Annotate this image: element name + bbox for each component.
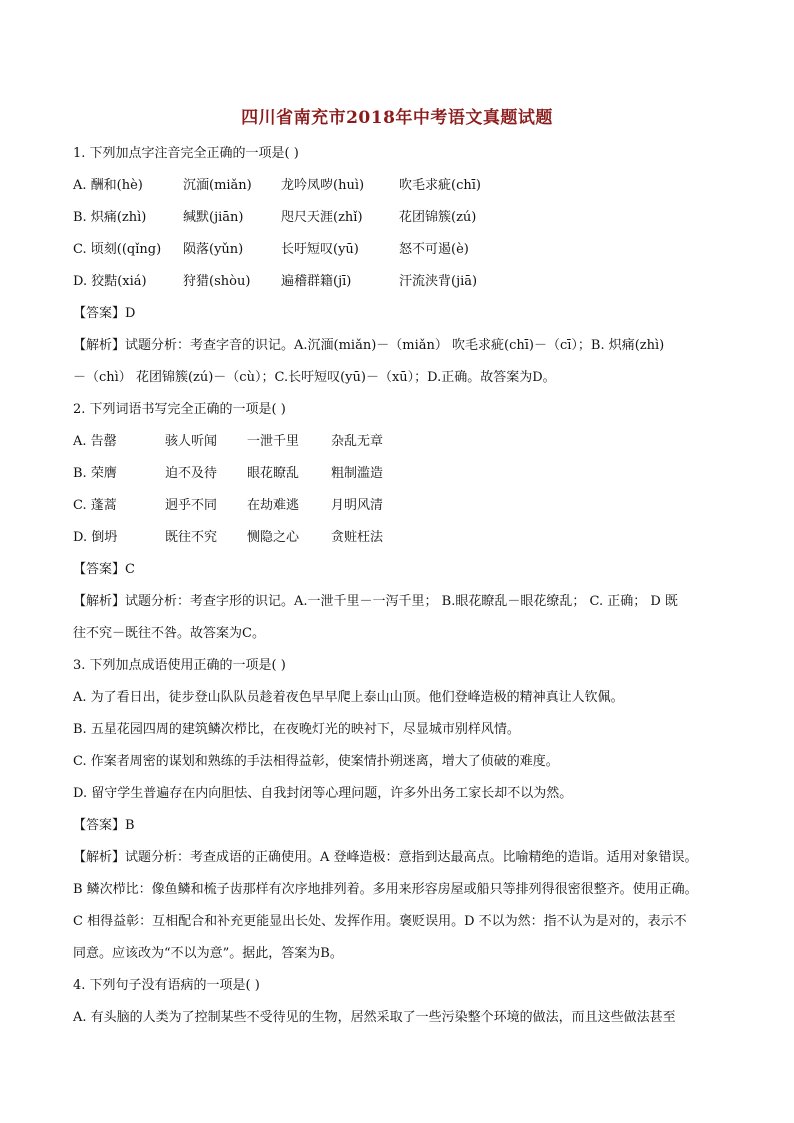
q2-analysis: 【解析】试题分析：考查字形的识记。A.一泄千里－一泻千里； B.眼花瞭乱－眼花缭乱； C. 正确； D 既 — [73, 594, 678, 609]
q1-option-cell: 狩猎(shòu) — [183, 274, 251, 289]
q2-analysis: 往不究－既往不咎。故答案为C。 — [73, 626, 265, 641]
q3-option: C. 作案者周密的谋划和熟练的手法相得益彰，使案情扑朔迷离，增大了侦破的难度。 — [73, 754, 559, 769]
q2-option-cell: 月明风清 — [331, 498, 384, 513]
q1-option-cell: 吹毛求疵(chī) — [399, 178, 481, 193]
q2-option-cell: B. 荣膺 — [73, 466, 117, 481]
q1-option-cell: B. 炽痛(zhì) — [73, 210, 147, 225]
q2-option-cell: 恻隐之心 — [247, 530, 300, 545]
q4-option: A. 有头脑的人类为了控制某些不受待见的生物，居然采取了一些污染整个环境的做法，而且这些做法甚至 — [73, 1010, 676, 1025]
q1-option-cell: 遍稽群籍(jī) — [281, 274, 352, 289]
q1-analysis: 【解析】试题分析：考查字音的识记。A.沉湎(miǎn)－（miǎn） 吹毛求疵(chī)－（cī）；B. 炽痛(zhì) — [73, 338, 665, 353]
q2-option-cell: C. 蓬蒿 — [73, 498, 117, 513]
q1-option-row — [73, 209, 519, 227]
q2-option-cell: 骇人听闻 — [165, 434, 218, 449]
q3-option: D. 留守学生普遍存在内向胆怯、自我封闭等心理问题，许多外出务工家长却不以为然。 — [73, 786, 573, 801]
q1-option-cell: 缄默(jiān) — [183, 210, 244, 225]
question-3-stem: 3. 下列加点成语使用正确的一项是( ) — [73, 658, 286, 673]
q2-option-row — [73, 465, 441, 483]
q2-option-cell: 贪赃枉法 — [331, 530, 384, 545]
q2-option-cell: 眼花瞭乱 — [247, 466, 300, 481]
q1-option-cell: 沉湎(miǎn) — [183, 178, 252, 193]
q1-option-cell: C. 顷刻((qǐng) — [73, 242, 162, 257]
question-1-stem: 1. 下列加点字注音完全正确的一项是( ) — [73, 146, 299, 161]
q3-analysis: C 相得益彰：互相配合和补充更能显出长处、发挥作用。褒贬误用。D 不以为然：指不认为是对的，表示不 — [73, 914, 687, 929]
q3-option: A. 为了看日出，徒步登山队队员趁着夜色早早爬上泰山山顶。他们登峰造极的精神真让人钦佩。 — [73, 690, 624, 705]
q3-analysis: 同意。应该改为“不以为意”。据此，答案为B。 — [73, 946, 343, 961]
q1-option-row — [73, 241, 519, 259]
question-4-stem: 4. 下列句子没有语病的一项是( ) — [73, 978, 260, 993]
question-2-stem: 2. 下列词语书写完全正确的一项是( ) — [73, 402, 286, 417]
q2-option-cell: A. 告罄 — [73, 434, 117, 449]
q1-option-cell: 咫尺天涯(zhǐ) — [281, 210, 363, 225]
q3-analysis: 【解析】试题分析：考查成语的正确使用。A 登峰造极：意指到达最高点。比喻精绝的造诣。适用对象错误。 — [73, 850, 698, 865]
q3-analysis: B 鳞次栉比：像鱼鳞和梳子齿那样有次序地排列着。多用来形容房屋或船只等排列得很密很整齐。使用正确。 — [73, 882, 698, 897]
q2-answer: 【答案】C — [73, 562, 135, 577]
q1-option-cell: D. 狡黠(xiá) — [73, 274, 147, 289]
q1-option-cell: 龙吟凤哕(huì) — [281, 178, 365, 193]
q2-option-cell: 一泄千里 — [247, 434, 300, 449]
document-title: 四川省南充市2018年中考语文真题试题 — [241, 108, 553, 128]
q1-option-row — [73, 273, 519, 291]
q2-option-row — [73, 497, 441, 515]
q1-option-cell: 长吁短叹(yū) — [281, 242, 359, 257]
q1-answer: 【答案】D — [73, 306, 136, 321]
q2-option-cell: D. 倒坍 — [73, 530, 118, 545]
q1-option-cell: A. 酬和(hè) — [73, 178, 143, 193]
q3-option: B. 五星花园四周的建筑鳞次栉比，在夜晚灯光的映衬下，尽显城市别样风情。 — [73, 722, 520, 737]
q2-option-cell: 在劫难逃 — [247, 498, 300, 513]
q2-option-cell: 迫不及待 — [165, 466, 218, 481]
q1-option-cell: 花团锦簇(zú) — [399, 210, 477, 225]
q2-option-cell: 粗制滥造 — [331, 466, 384, 481]
q1-option-cell: 怒不可遏(è) — [399, 242, 469, 257]
q2-option-cell: 迥乎不同 — [165, 498, 218, 513]
q2-option-cell: 既往不究 — [165, 530, 218, 545]
q1-option-row — [73, 177, 519, 195]
q1-option-cell: 陨落(yǔn) — [183, 242, 244, 257]
q1-analysis: －（chì） 花团锦簇(zú)－（cù）；C.长吁短叹(yū)－（xū）；D.正确。故答案为D。 — [73, 370, 556, 385]
q1-option-cell: 汗流浃背(jiā) — [399, 274, 478, 289]
q2-option-row — [73, 529, 441, 547]
q3-answer: 【答案】B — [73, 818, 135, 833]
q2-option-row — [73, 433, 441, 451]
q2-option-cell: 杂乱无章 — [331, 434, 384, 449]
